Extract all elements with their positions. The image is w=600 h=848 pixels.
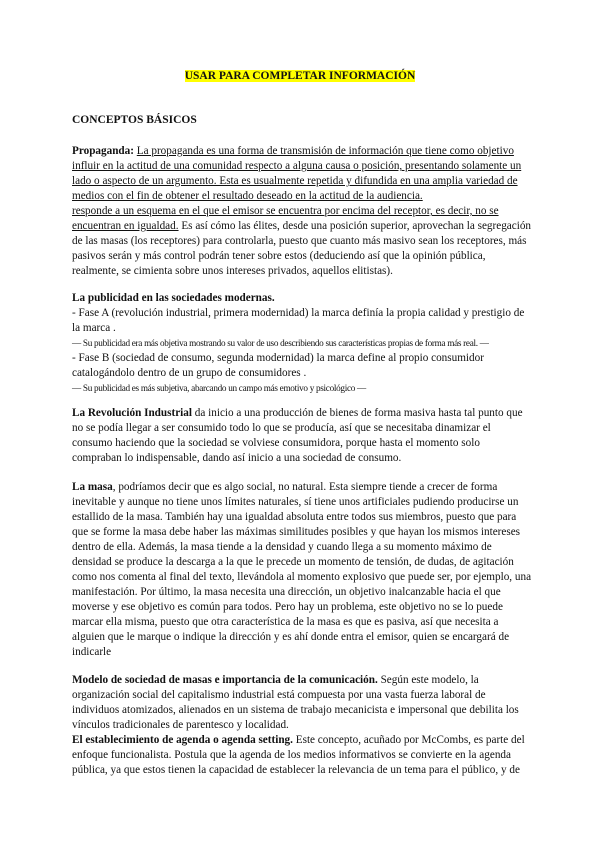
text-line	[72, 748, 542, 763]
text-line	[72, 381, 542, 396]
text-segment: vínculos tradicionales de parentesco y localidad.	[72, 719, 289, 731]
text-segment: alguien que le marque o indique la dirección y es ahí donde entra el emisor, quien se encargará de	[72, 631, 510, 643]
text-segment: consumo haciendo que la sociedad se volviese consumidora, porque hasta el momento solo	[72, 437, 480, 449]
text-segment: moverse y ese objetivo es común para todos. Pero hay un problema, este objetivo no se lo puede	[72, 601, 503, 613]
text-line	[72, 436, 542, 451]
text-segment: marcar ella misma, puesto que otra característica de la masa es que es pasiva, así que necesita a	[72, 616, 499, 628]
text-segment: indicarle	[72, 646, 112, 658]
text-line	[72, 174, 542, 189]
text-line	[72, 615, 542, 630]
highlighted-title: USAR PARA COMPLETAR INFORMACIÓN	[184, 70, 416, 82]
text-segment: Según este modelo, la	[377, 674, 479, 686]
text-line	[72, 306, 542, 321]
text-line	[72, 555, 542, 570]
text-segment: Es así cómo las élites, desde una posición superior, aprovechan la segregación	[178, 220, 532, 232]
text-segment: no se podía llegar a ser consumido todo lo que se producía, así que se necesitaba dinamizar el	[72, 422, 491, 434]
bold-term: La publicidad en las sociedades modernas.	[72, 292, 275, 304]
bold-term: Modelo de sociedad de masas e importancia de la comunicación.	[72, 674, 378, 686]
bold-term: La masa	[72, 481, 113, 493]
text-segment: organización social del capitalismo industrial está compuesta por una vasta fuerza laboral de	[72, 689, 486, 701]
text-segment: que se forme la masa debe haber las máximas similitudes posibles y que hayan los mismos intereses	[72, 526, 521, 538]
text-line	[72, 570, 542, 585]
text-line	[72, 763, 542, 778]
text-line	[72, 688, 542, 703]
text-segment: enfoque funcionalista. Postula que la agenda de los medios informativos se convierte en la agenda	[72, 749, 511, 761]
text-segment: , podríamos decir que es algo social, no natural. Esta siempre tiende a crecer de forma	[112, 481, 498, 493]
text-line	[72, 673, 542, 688]
underlined-text: responde a un esquema en el que el emisor se encuentra por encima del receptor, es decir, no se	[72, 205, 499, 217]
underlined-text: La propaganda es una forma de transmisión de información que tiene como objetivo	[136, 145, 514, 157]
text-line	[72, 630, 542, 645]
text-segment: pública, ya que estos tienen la capacidad de establecer la relevancia de un tema para el público, y de	[72, 764, 520, 776]
document-title	[0, 70, 600, 82]
underlined-text: medios con el fin de obtener el resultado deseado en la actitud de la audiencia.	[72, 190, 423, 202]
text-segment: individuos atomizados, alienados en un sistema de trabajo mecanicista e impersonal que debilita los	[72, 704, 519, 716]
text-line	[72, 204, 542, 219]
text-segment: — Su publicidad era más objetiva mostrando su valor de uso describiendo sus características propias de forma más real. —	[72, 338, 489, 348]
text-line	[72, 234, 542, 249]
text-segment: de las masas (los receptores) para controlarla, puesto que cuanto más masivo sean los receptores, más	[72, 235, 527, 247]
text-segment: manifestación. Por último, la masa necesita una dirección, un objetivo inalcanzable hacia el que	[72, 586, 501, 598]
text-line	[72, 421, 542, 436]
text-line	[72, 703, 542, 718]
text-segment: da inicio a una producción de bienes de forma masiva hasta tal punto que	[191, 407, 523, 419]
text-line	[72, 540, 542, 555]
bold-term: El establecimiento de agenda o agenda setting.	[72, 734, 293, 746]
text-line	[72, 645, 542, 660]
text-line	[72, 264, 542, 279]
underlined-text: encuentran en igualdad.	[72, 220, 179, 232]
text-line	[72, 336, 542, 351]
text-line	[72, 321, 542, 336]
text-line	[72, 219, 542, 234]
text-segment: densidad se produce la descarga a la que le precede un momento de tensión, de dudas, de agitación	[72, 556, 514, 568]
text-line	[72, 406, 542, 421]
paragraph-la-masa	[72, 480, 542, 660]
text-line	[72, 480, 542, 495]
text-line	[72, 525, 542, 540]
text-segment: pasivos serán y más control podrán tener sobre estos (deduciendo así que la opinión pública,	[72, 250, 486, 262]
text-segment: realmente, se cimienta sobre unos intereses privados, aquellos elitistas).	[72, 265, 393, 277]
text-line	[72, 600, 542, 615]
text-line	[72, 159, 542, 174]
text-line	[72, 144, 542, 159]
text-segment: catalogándolo dentro de un grupo de consumidores .	[72, 367, 307, 379]
paragraph-propaganda	[72, 144, 542, 279]
section-heading: CONCEPTOS BÁSICOS	[72, 114, 197, 126]
bold-term: Propaganda:	[72, 145, 137, 157]
paragraph-publicidad	[72, 291, 542, 396]
text-line	[72, 291, 542, 306]
bold-term: La Revolución Industrial	[72, 407, 192, 419]
text-segment: dentro de ella. Además, la masa tiende a la densidad y cuando llega a su momento máximo de	[72, 541, 492, 553]
paragraph-modelo-sociedad-masas	[72, 673, 542, 778]
underlined-text: influir en la actitud de una comunidad respecto a alguna causa o posición, presentando solamente un	[72, 160, 522, 172]
text-line	[72, 249, 542, 264]
text-segment: — Su publicidad es más subjetiva, abarcando un campo más emotivo y psicológico —	[72, 383, 366, 393]
text-segment: - Fase B (sociedad de consumo, segunda modernidad) la marca define al propio consumidor	[72, 352, 484, 364]
text-segment: Este concepto, acuñado por McCombs, es parte del	[292, 734, 525, 746]
text-line	[72, 189, 542, 204]
text-line	[72, 733, 542, 748]
text-line	[72, 451, 542, 466]
text-line	[72, 585, 542, 600]
text-line	[72, 351, 542, 366]
text-line	[72, 366, 542, 381]
text-segment: compraban lo indispensable, dando así inicio a una sociedad de consumo.	[72, 452, 402, 464]
text-segment: inevitable y aunque no tiene unos límites naturales, sí tiene unos artificiales pudiendo producirse un	[72, 496, 519, 508]
text-line	[72, 510, 542, 525]
text-segment: - Fase A (revolución industrial, primera modernidad) la marca definía la propia calidad y prestigio de	[72, 307, 525, 319]
text-line	[72, 718, 542, 733]
text-line	[72, 495, 542, 510]
text-segment: la marca .	[72, 322, 116, 334]
paragraph-revolucion-industrial	[72, 406, 542, 466]
text-segment: estallido de la masa. También hay una igualdad absoluta entre todos sus miembros, puesto que para	[72, 511, 517, 523]
underlined-text: lado o aspecto de un argumento. Esta es usualmente repetida y difundida en una amplia variedad de	[72, 175, 518, 187]
text-segment: como nos comenta al final del texto, llevándola al momento explosivo que puede ser, por ejemplo, una	[72, 571, 532, 583]
